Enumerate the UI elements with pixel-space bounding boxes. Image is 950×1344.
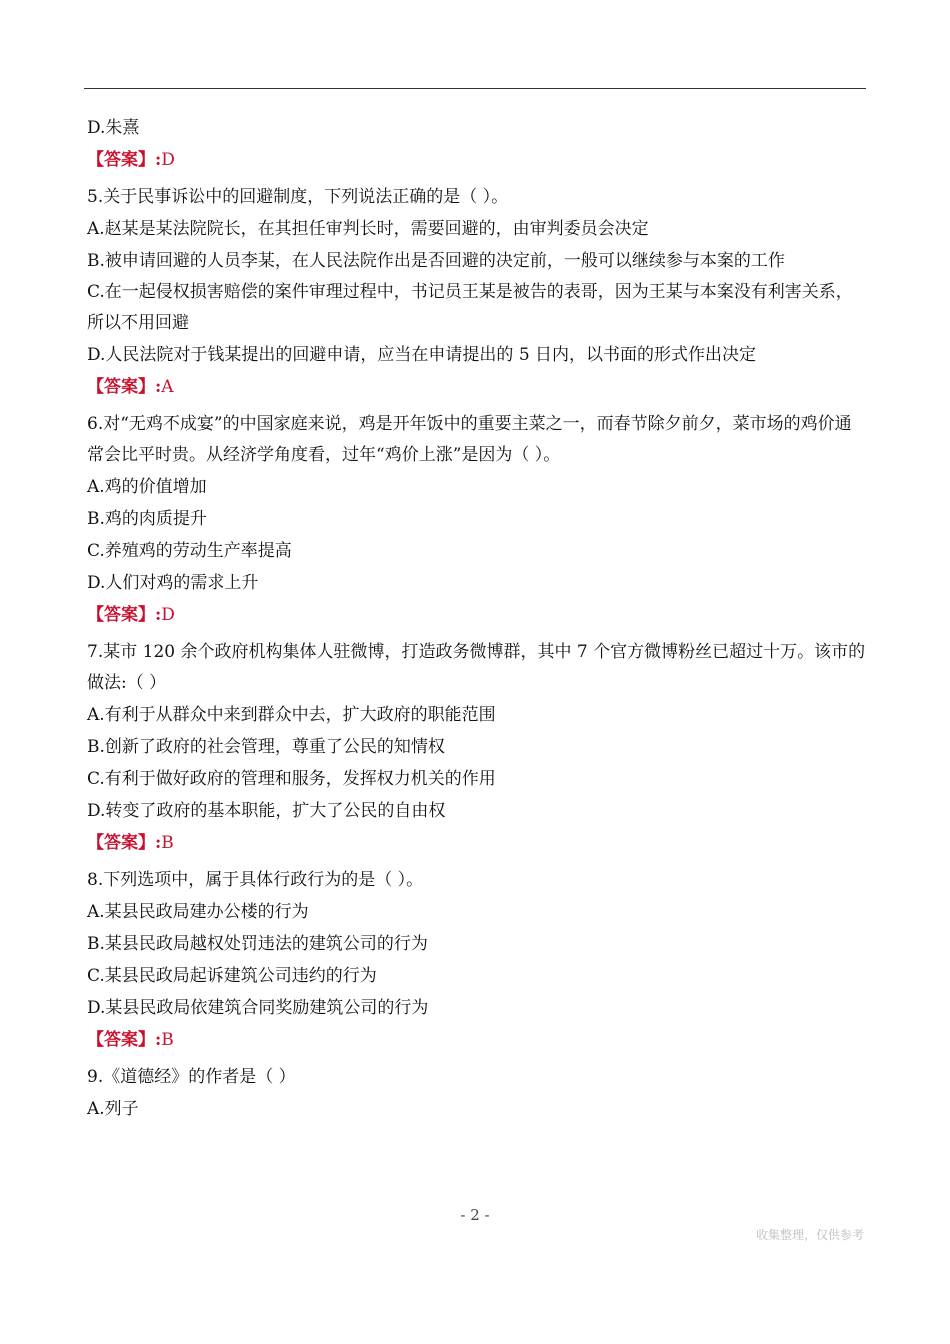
- question-stem: 5.关于民事诉讼中的回避制度，下列说法正确的是（ ）。: [87, 187, 509, 207]
- option-item: A.有利于从群众中来到群众中去，扩大政府的职能范围: [87, 705, 496, 725]
- option-item: B.鸡的肉质提升: [87, 509, 207, 529]
- question-stem: 9.《道德经》的作者是（ ）: [87, 1067, 296, 1087]
- option-item: C.有利于做好政府的管理和服务，发挥权力机关的作用: [87, 769, 496, 789]
- option-item: B.创新了政府的社会管理，尊重了公民的知情权: [87, 737, 445, 757]
- question-stem: 6.对“无鸡不成宴”的中国家庭来说，鸡是开年饭中的重要主菜之一，而春节除夕前夕，菜市场的鸡价通常会比平时贵。从经济学角度看，过年“鸡价上涨”是因为（ ）。: [87, 414, 852, 465]
- question-stem: 7.某市 120 余个政府机构集体人驻微博，打造政务微博群，其中 7 个官方微博粉丝已超过十万。该市的做法:（ ）: [87, 642, 866, 693]
- answer-line: [87, 144, 867, 176]
- answer-value: A: [161, 377, 174, 397]
- option-item: C.养殖鸡的劳动生产率提高: [87, 541, 292, 561]
- question-block-q4: [87, 112, 867, 176]
- answer-label: 【答案】:: [87, 377, 162, 397]
- option-item: D.转变了政府的基本职能，扩大了公民的自由权: [87, 801, 446, 821]
- option-item: A.赵某是某法院院长，在其担任审判长时，需要回避的，由审判委员会决定: [87, 219, 649, 239]
- option-item: A.鸡的价值增加: [87, 477, 207, 497]
- option-item: D.人们对鸡的需求上升: [87, 573, 259, 593]
- option-item: A.列子: [87, 1099, 139, 1119]
- answer-value: B: [161, 1030, 174, 1050]
- answer-label: 【答案】:: [87, 833, 162, 853]
- question-stem: 8.下列选项中，属于具体行政行为的是（ ）。: [87, 870, 424, 890]
- option-item: A.某县民政局建办公楼的行为: [87, 902, 309, 922]
- option-item: C.某县民政局起诉建筑公司违约的行为: [87, 966, 377, 986]
- answer-value: B: [161, 833, 174, 853]
- option-item: D.朱熹: [87, 118, 140, 138]
- document-body: [87, 112, 867, 1125]
- answer-value: D: [161, 150, 175, 170]
- answer-line: [87, 827, 867, 859]
- question-block-q6: [87, 409, 867, 631]
- question-block-q8: [87, 865, 867, 1056]
- answer-value: D: [161, 605, 175, 625]
- option-item: C.在一起侵权损害赔偿的案件审理过程中，书记员王某是被告的表哥，因为王某与本案没有利害关系，所以不用回避: [87, 282, 853, 333]
- answer-label: 【答案】:: [87, 605, 162, 625]
- answer-label: 【答案】:: [87, 1030, 162, 1050]
- page-number: - 2 -: [460, 1206, 490, 1224]
- question-block-q9: [87, 1062, 867, 1125]
- option-item: B.被申请回避的人员李某，在人民法院作出是否回避的决定前，一般可以继续参与本案的工作: [87, 251, 785, 271]
- answer-line: [87, 1024, 867, 1056]
- question-block-q5: [87, 182, 867, 403]
- header-rule: [84, 88, 866, 89]
- question-block-q7: [87, 637, 867, 859]
- answer-line: [87, 599, 867, 631]
- option-item: D.某县民政局依建筑合同奖励建筑公司的行为: [87, 998, 429, 1018]
- option-item: B.某县民政局越权处罚违法的建筑公司的行为: [87, 934, 428, 954]
- option-item: D.人民法院对于钱某提出的回避申请，应当在申请提出的 5 日内，以书面的形式作出决定: [87, 345, 757, 365]
- footer-note: 收集整理，仅供参考: [755, 1228, 864, 1242]
- answer-label: 【答案】:: [87, 150, 162, 170]
- answer-line: [87, 371, 867, 403]
